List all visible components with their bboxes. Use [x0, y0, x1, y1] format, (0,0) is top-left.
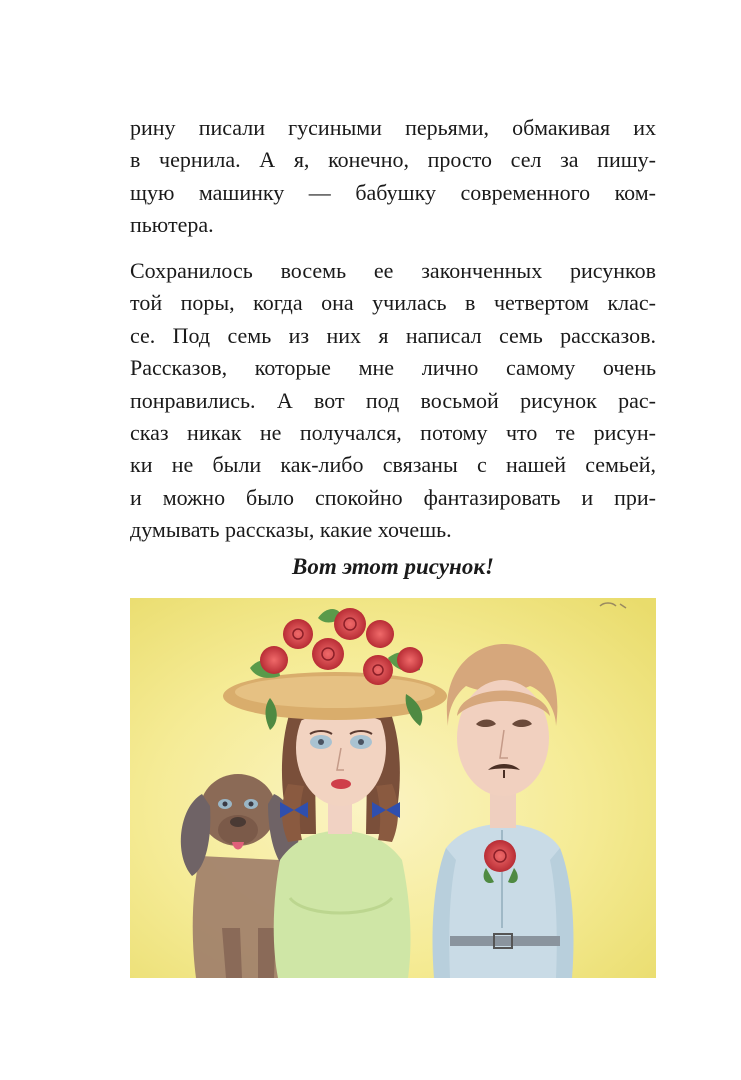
paragraph-1-line: в чернила. А я, конечно, просто сел за пишу- [130, 147, 656, 173]
paragraph-2 [130, 255, 656, 547]
watercolor-illustration [130, 598, 656, 978]
illustration-caption: Вот этот рисунок! [292, 554, 494, 579]
paragraph-2-line: думывать рассказы, какие хочешь. [130, 517, 452, 543]
paragraph-2-line: се. Под семь из них я написал семь рассказов. [130, 322, 656, 348]
illustration-svg [130, 598, 656, 978]
paragraph-1-line: пьютера. [130, 212, 214, 238]
paragraph-1-line: щую машинку — бабушку современного ком- [130, 179, 656, 205]
paragraph-2-line: понравились. А вот под восьмой рисунок рас- [130, 387, 656, 413]
paragraph-2-line: Сохранилось восемь ее законченных рисунков [130, 258, 656, 283]
paragraph-2-line: Рассказов, которые мне лично самому очень [130, 355, 656, 381]
paragraph-1-line: рину писали гусиными перьями, обмакивая их [130, 115, 656, 140]
paragraph-1 [130, 112, 656, 242]
paragraph-2-line: и можно было спокойно фантазировать и при- [130, 484, 656, 510]
paragraph-2-line: сказ никак не получался, потому что те рисун- [130, 420, 656, 446]
paragraph-2-line: ки не были как-либо связаны с нашей семьей, [130, 452, 656, 478]
paragraph-2-line: той поры, когда она училась в четвертом клас- [130, 290, 656, 316]
